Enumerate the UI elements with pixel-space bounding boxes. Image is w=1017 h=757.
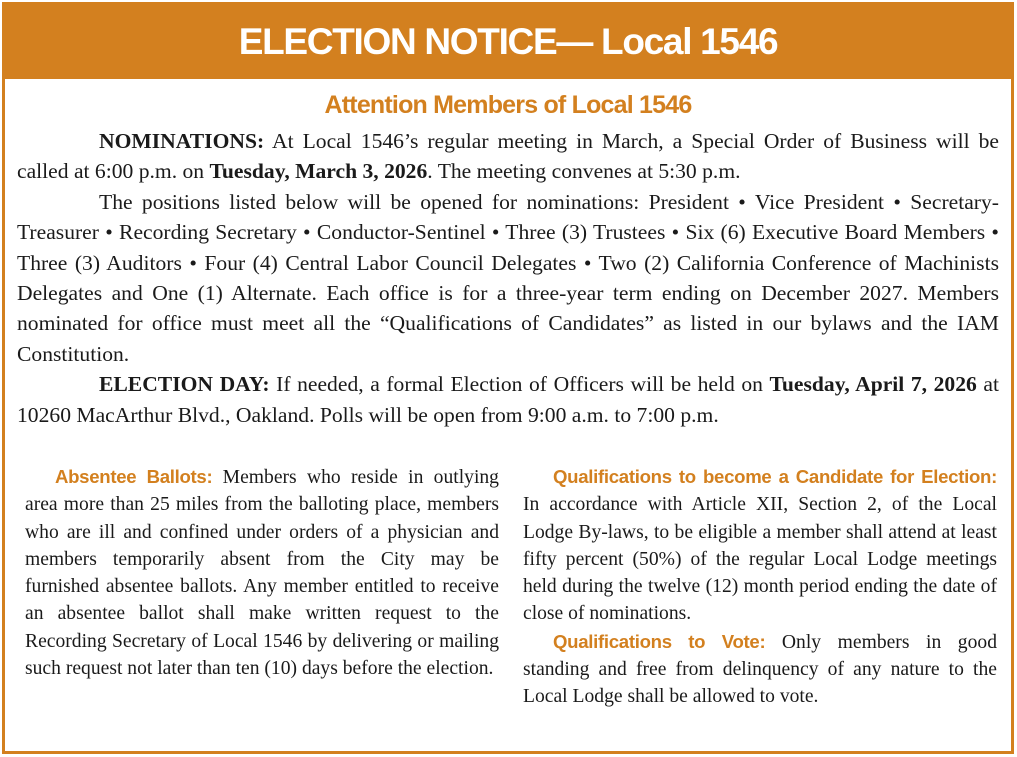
absentee-heading: Absentee Ballots:	[55, 466, 213, 487]
candidate-qualifications-text: In accordance with Article XII, Section 2, of the Local Lodge By-laws, to be eligible a member shall attend at least fifty percent (50%) of the regular Local Lodge meetings held during the twelve (12) month period ending the date of close of nominations.	[523, 494, 997, 625]
vote-qualifications-paragraph	[523, 628, 997, 711]
candidate-qualifications-heading: Qualifications to become a Candidate for Election:	[553, 466, 997, 487]
positions-paragraph: The positions listed below will be opened for nominations: President • Vice President • Secretary-Treasurer • Recording Secretary • Conductor-Sentinel • Three (3) Trustees • Six (6) Executive Board Members • Three (3) Auditors • Four (4) Central Labor Council Delegates • Two (2) California Conference of Machinists Delegates and One (1) Alternate. Each office is for a three-year term ending on December 2027. Members nominated for office must meet all the “Qualifications of Candidates” as listed in our bylaws and the IAM Constitution.	[17, 189, 999, 366]
nominations-date: Tuesday, March 3, 2026	[209, 159, 428, 184]
vote-qualifications-heading: Qualifications to Vote:	[553, 630, 766, 652]
election-day-text-1: If needed, a formal Election of Officers will be held on	[269, 372, 770, 397]
left-column	[25, 463, 499, 682]
absentee-paragraph	[25, 463, 499, 682]
election-day-paragraph	[17, 369, 999, 430]
vote-qualifications-text: Only members in good standing and free from delinquency of any nature to the Local Lodge shall be allowed to vote.	[523, 631, 997, 708]
candidate-qualifications-paragraph	[523, 463, 997, 628]
absentee-text: Members who reside in outlying area more than 25 miles from the balloting place, members who are ill and confined under orders of a physician and members temporarily absent from the City may be furnished absentee ballots. Any member entitled to receive an absentee ballot shall make written request to the Recording Secretary of Local 1546 by delivering or mailing such request not later than ten (10) days before the election.	[25, 467, 499, 680]
notice-frame	[2, 2, 1014, 754]
election-day-label: ELECTION DAY:	[99, 372, 270, 397]
right-column	[523, 463, 997, 711]
nominations-text-1: At Local 1546’s regular meeting in March, a Special Order of Business will be called at 6:00 p.m. on	[17, 129, 999, 184]
nominations-text-2: . The meeting convenes at 5:30 p.m.	[427, 159, 741, 184]
subheading: Attention Members of Local 1546	[324, 91, 692, 119]
election-day-date: Tuesday, April 7, 2026	[769, 372, 977, 397]
nominations-paragraph	[17, 126, 999, 187]
main-body	[17, 126, 999, 430]
nominations-label: NOMINATIONS:	[99, 129, 265, 153]
election-day-text-2: at 10260 MacArthur Blvd., Oakland. Polls will be open from 9:00 a.m. to 7:00 p.m.	[17, 372, 999, 427]
banner-title: ELECTION NOTICE— Local 1546	[5, 5, 1011, 79]
